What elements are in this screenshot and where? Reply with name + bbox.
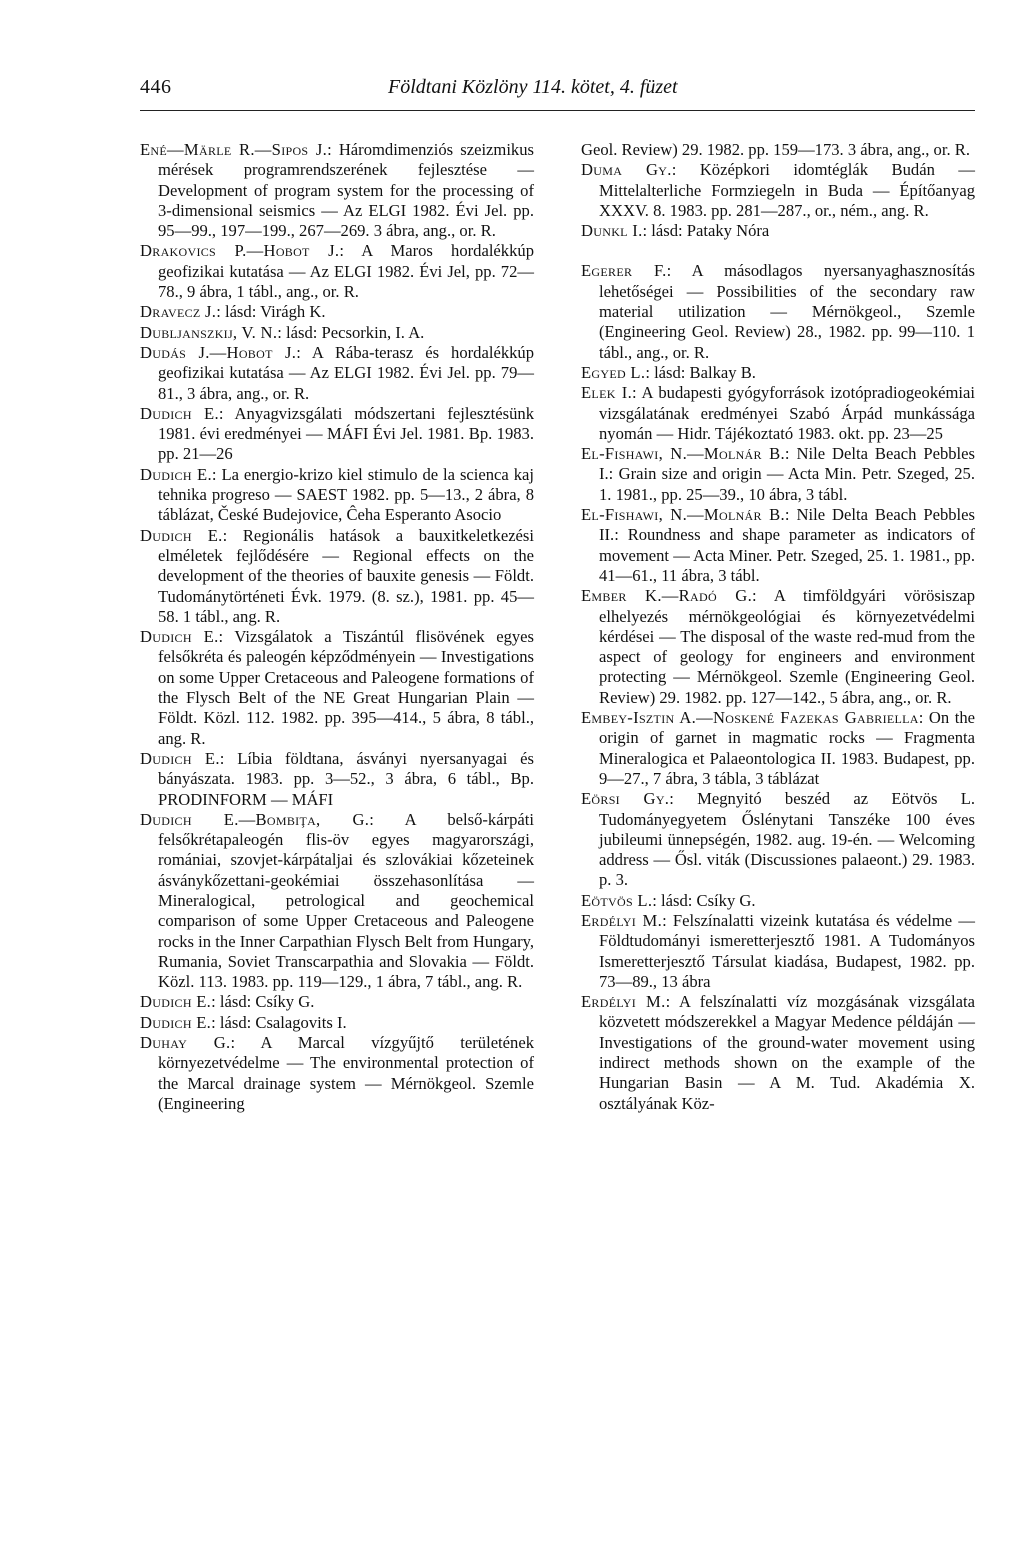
running-title: Földtani Közlöny 114. kötet, 4. füzet: [388, 76, 678, 98]
entry-text: : A Maros hordalékkúp geofizikai kutatása — Az ELGI 1982. Évi Jel, pp. 72—78., 9 ábra, 1 tábl., ang., or. R.: [158, 241, 534, 302]
bibliography-entry: [581, 221, 975, 241]
entry-authors: Erdélyi M.: [581, 910, 663, 930]
entry-authors: Eötvös L.: [581, 890, 653, 910]
entry-text: : A belső-kárpáti felsőkrétapaleogén flis-öv egyes magyarországi, romániai, szovjet-kárpátaljai és szlovákiai kőzeteinek ásványkőzettani-geokémiai összehasonlítása — Mineralogical, petrological and geochemical comparison of some Upper Cretaceous and Paleogene rocks in the Inner Carpathian Flysch Belt from Hungary, Rumania, Soviet Transcarpathia and Slovakia — Földt. Közl. 113. 1983. pp. 119—129., 1 ábra, 7 tábl., ang. R.: [158, 809, 535, 992]
entry-text: Geol. Review) 29. 1982. pp. 159—173. 3 ábra, ang., or. R.: [581, 140, 970, 159]
entry-authors: Egerer F.: [581, 261, 667, 281]
bibliography-entry-continued: [581, 140, 975, 160]
right-column: [581, 140, 975, 1114]
entry-text: : On the origin of garnet in magmatic rocks — Fragmenta Mineralogica et Palaeontologica II. 1983. Budapest, pp. 9—27., 7 ábra, 3 tábla, 3 táblázat: [599, 708, 975, 788]
entry-authors: Dudich E.: [140, 748, 220, 768]
bibliography-entry: [581, 586, 975, 708]
entry-authors: Egyed L.: [581, 362, 646, 382]
bibliography-entry: [581, 911, 975, 992]
bibliography-entry: [581, 444, 975, 505]
entry-text: : A budapesti gyógyforrások izotópradiogeokémiai vizsgálatának eredményei Szabó Árpád munkássága nyomán — Hidr. Tájékoztató 1983. okt. pp. 23—25: [599, 383, 975, 443]
entry-authors: Dunkl I.: [581, 221, 643, 241]
bibliography-entry: [581, 383, 975, 444]
entry-authors: Dudich E.: [140, 992, 212, 1012]
entry-text: : Anyagvizsgálati módszertani fejlesztésünk 1981. évi eredményei — MÁFI Évi Jel. 1981. Bp. 1983. pp. 21—26: [158, 403, 534, 464]
entry-authors: El-Fishawi, N.—Molnár B.: [581, 505, 785, 525]
entry-text: : lásd: Pataky Nóra: [642, 221, 770, 241]
bibliography-entry: [140, 1033, 534, 1114]
entry-authors: Dudich E.: [140, 525, 223, 545]
bibliography-entry: [140, 343, 534, 404]
entry-authors: El-Fishawi, N.—Molnár B.: [581, 444, 785, 464]
section-gap: [581, 241, 975, 261]
entry-authors: Dudich E.: [140, 1012, 212, 1032]
entry-text: : Megnyitó beszéd az Eötvös L. Tudományegyetem Őslénytani Tanszéke 100 éves jubileumi ünnepségén, 1982. aug. 19-én. — Welcoming address — Ősl. viták (Discussiones palaeont.) 29. 1983. p. 3.: [599, 789, 975, 890]
entry-authors: Duhay G.: [140, 1033, 231, 1053]
entry-text: : lásd: Virágh K.: [216, 302, 326, 322]
entry-authors: Dudich E.: [140, 403, 219, 423]
bibliography-entry: [140, 465, 534, 526]
bibliography-entry: [140, 992, 534, 1012]
entry-text: : lásd: Csíky G.: [211, 992, 315, 1012]
bibliography-entry: [140, 627, 534, 749]
bibliography-entry: [581, 160, 975, 221]
entry-authors: Duma Gy.: [581, 160, 672, 180]
bibliography-entry: [140, 302, 534, 322]
entry-text: : lásd: Csíky G.: [652, 890, 756, 910]
entry-text: : Nile Delta Beach Pebbles I.: Grain size and origin — Acta Min. Petr. Szeged, 25. 1. 1981., pp. 25—39., 10 ábra, 3 tábl.: [599, 444, 975, 504]
entry-authors: Embey-Isztin A.—Noskené Fazekas Gabriella: [581, 708, 919, 728]
bibliography-entry: [581, 992, 975, 1114]
bibliography-entry: [581, 708, 975, 789]
bibliography-entry: [140, 749, 534, 810]
entry-authors: Dudich E.: [140, 464, 212, 484]
entry-text: : A Marcal vízgyűjtő területének környezetvédelme — The environmental protection of the Marcal drainage system — Mérnökgeol. Szemle (Engineering: [158, 1033, 534, 1113]
entry-authors: Dudás J.—Hobot J.: [140, 342, 297, 362]
entry-authors: Dubljanszkij, V. N.: [140, 322, 278, 342]
entry-text: : La energio-krizo kiel stimulo de la scienca kaj tehnika progreso — SAEST 1982. pp. 5—13., 2 ábra, 8 táblázat, České Budejovice, Ĉeha Esperanto Asocio: [158, 464, 534, 525]
entry-text: : A másodlagos nyersanyaghasznosítás lehetőségei — Possibilities of the secondary raw material utilization — Mérnökgeol., Szemle (Engineering Geol. Review) 28., 1982. pp. 99—110. 1 tábl., ang., or. R.: [599, 261, 976, 362]
entry-authors: Elek I.: [581, 383, 633, 403]
entry-text: : Nile Delta Beach Pebbles II.: Roundness and shape parameter as indicators of movement — Acta Miner. Petr. Szeged, 25. 1. 1981., pp. 41—61., 11 ábra, 3 tábl.: [599, 505, 975, 585]
entry-text: : Háromdimenziós szeizmikus mérések programrendszerének fejlesztése — Development of program system for the processing of 3-dimensional seismics — Az ELGI 1982. Évi Jel. pp. 95—99., 197—199., 267—269. 3 ábra, ang., or. R.: [158, 140, 534, 241]
bibliography-entry: [140, 810, 534, 993]
entry-authors: Erdélyi M.: [581, 992, 666, 1012]
bibliography-entry: [140, 526, 534, 627]
entry-text: : A timföldgyári vörösiszap elhelyezés mérnökgeológiai és környezetvédelmi kérdései — The disposal of the waste red-mud from the aspect of geology for engineers and environment protecting — Mérnökgeol. Szemle (Engineering Geol. Review) 29. 1982. pp. 127—142., 5 ábra, ang., or. R.: [599, 586, 975, 707]
entry-authors: Dravecz J.: [140, 302, 217, 322]
entry-text: : Vizsgálatok a Tiszántúl flisövének egyes felsőkréta és paleogén képződményein — Investigations on some Upper Cretaceous and Paleogene formations of the Flysch Belt of the NE Great Hungarian Plain — Földt. Közl. 112. 1982. pp. 395—414., 5 ábra, 8 tábl., ang. R.: [158, 627, 534, 748]
entry-authors: Ember K.—Radó G.: [581, 586, 753, 606]
entry-authors: Ené—Märle R.—Sipos J.: [140, 140, 328, 159]
bibliography-entry: [140, 241, 534, 302]
entry-text: : Líbia földtana, ásványi nyersanyagai és bányászata. 1983. pp. 3—52., 3 ábra, 6 tábl., Bp. PRODINFORM — MÁFI: [158, 748, 534, 809]
bibliography-entry: [140, 140, 534, 241]
bibliography-entry: [581, 505, 975, 586]
bibliography-entry: [581, 891, 975, 911]
entry-authors: Dudich E.—Bombiţa, G.: [140, 809, 370, 829]
bibliography-entry: [140, 323, 534, 343]
entry-text: : lásd: Csalagovits I.: [211, 1012, 347, 1032]
page-header: [140, 76, 975, 112]
bibliography-entry: [581, 789, 975, 890]
bibliography-entry: [581, 261, 975, 362]
entry-authors: Eörsi Gy.: [581, 789, 670, 809]
header-rule: [140, 110, 975, 111]
entry-authors: Dudich E.: [140, 627, 219, 647]
entry-text: : lásd: Balkay B.: [645, 362, 756, 382]
entry-text: : A felszínalatti víz mozgásának vizsgálata közvetett módszerekkel a Magyar Medence példáján — Investigations of the ground-water movement using indirect methods shown on the example of the Hungarian Basin — A M. Tud. Akadémia X. osztályának Köz-: [599, 992, 975, 1113]
entry-text: : A Rába-terasz és hordalékkúp geofizikai kutatása — Az ELGI 1982. Évi Jel. pp. 79—81., 3 ábra, ang., or. R.: [158, 342, 535, 403]
bibliography-entry: [140, 404, 534, 465]
entry-authors: Drakovics P.—Hobot J.: [140, 241, 340, 261]
bibliography-entry: [581, 363, 975, 383]
entry-text: : Középkori idomtéglák Budán — Mittelalterliche Formziegeln in Buda — Építőanyag XXXV. 8. 1983. pp. 281—287., or., ném., ang. R.: [599, 160, 975, 220]
entry-text: : lásd: Pecsorkin, I. A.: [277, 322, 425, 342]
page-number: 446: [140, 76, 172, 98]
entry-text: : Felszínalatti vizeink kutatása és védelme — Földtudományi ismeretterjesztő 1981. A Tudományos Ismeretterjesztő Társulat kiadása, Budapest, 1982. pp. 73—89., 13 ábra: [599, 910, 975, 991]
bibliography-entry: [140, 1013, 534, 1033]
entry-text: : Regionális hatások a bauxitkeletkezési elméletek fejlődésére — Regional effects on the development of the theories of bauxite genesis — Földt. Tudománytörténeti Évk. 1979. (8. sz.), 1981. pp. 45—58. 1 tábl., ang. R.: [158, 525, 534, 626]
left-column: [140, 140, 534, 1114]
